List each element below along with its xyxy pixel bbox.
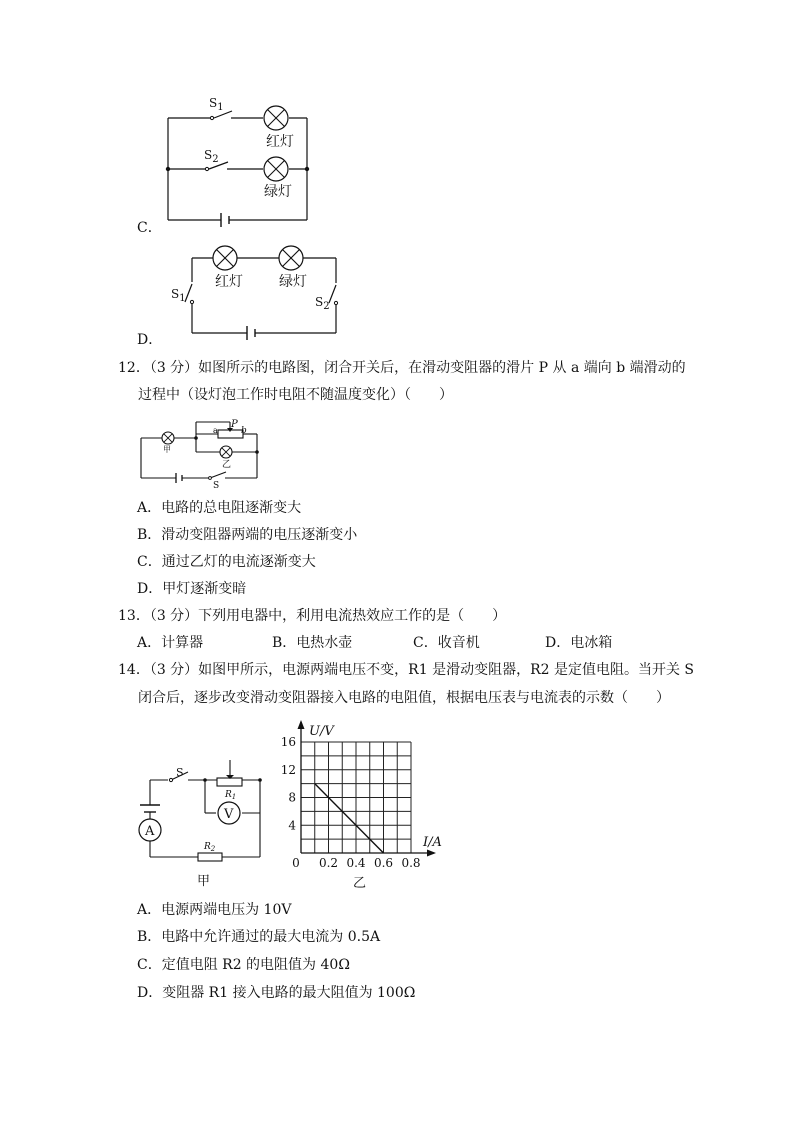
green-lamp-icon (264, 157, 288, 181)
green-lamp-icon (279, 246, 303, 270)
q12-option-d: D．甲灯逐渐变暗 (137, 581, 247, 597)
lamp-jia-icon (162, 432, 174, 444)
switch-s1-label: $S_1$ (171, 287, 186, 304)
ammeter-label: A (145, 824, 155, 839)
q13-option-b: B．电热水壶 (272, 635, 353, 651)
x-axis-arrow (427, 850, 436, 857)
x-tick-label: 0.2 (318, 856, 339, 870)
lamp-jia-label: 甲 (163, 445, 171, 454)
q12-option-a: A．电路的总电阻逐渐变大 (137, 500, 302, 516)
switch-s2-label: $S_2$ (204, 148, 219, 165)
option-c-label: C． (137, 220, 162, 236)
q14-circuit-jia (130, 760, 270, 895)
switch-s-label: S (213, 481, 220, 491)
x-tick-label: 0.8 (401, 856, 421, 870)
green-lamp-label: 绿灯 (264, 184, 292, 200)
r2-label: $R_2$ (204, 842, 216, 853)
q14-ui-graph (280, 718, 455, 893)
q14-stem-line2: 闭合后，逐步改变滑动变阻器接入电路的电阻值，根据电压表与电流表的示数（ ） (138, 690, 670, 706)
q14-option-c: C．定值电阻 R2 的电阻值为 40Ω (137, 957, 350, 973)
q12-option-b: B．滑动变阻器两端的电压逐渐变小 (137, 527, 358, 543)
voltmeter-label: V (224, 807, 234, 822)
q13-option-c: C．收音机 (413, 635, 480, 651)
red-lamp-icon (264, 106, 288, 130)
switch-s-label: S (176, 766, 184, 779)
q13-option-d: D．电冰箱 (545, 635, 613, 651)
y-tick-label: 16 (280, 735, 296, 749)
q12-option-c: C．通过乙灯的电流逐渐变大 (137, 554, 316, 570)
red-lamp-label: 红灯 (215, 274, 243, 290)
red-lamp-icon (213, 246, 237, 270)
q12-stem-line2: 过程中（设灯泡工作时电阻不随温度变化）（ ） (138, 387, 453, 403)
y-tick-label: 4 (288, 818, 296, 833)
q13-option-a: A．计算器 (137, 635, 204, 651)
series-line (315, 784, 384, 853)
r1-label: $R_1$ (225, 790, 237, 801)
q12-stem-line1: 12．（3 分）如图所示的电路图，闭合开关后，在滑动变阻器的滑片 P 从 a 端向 b 端滑动的 (118, 360, 686, 376)
end-b-label: b (241, 426, 247, 436)
option-d-label: D． (137, 332, 163, 348)
lamp-yi-label: 乙 (222, 460, 232, 470)
end-a-label: a (213, 426, 218, 435)
graph-caption: 乙 (353, 876, 367, 891)
y-axis-label: U/V (309, 724, 334, 739)
q14-option-b: B．电路中允许通过的最大电流为 0.5A (137, 929, 381, 945)
green-lamp-label: 绿灯 (279, 274, 307, 290)
y-tick-label: 12 (280, 762, 296, 777)
q12-circuit-diagram (130, 412, 270, 491)
lamp-yi-icon (220, 446, 232, 458)
q11-option-c-circuit (160, 95, 325, 230)
q14-stem-line1: 14．（3 分）如图甲所示，电源两端电压不变，R1 是滑动变阻器，R2 是定值电阻。当开关 S (118, 662, 695, 678)
q14-option-d: D．变阻器 R1 接入电路的最大阻值为 100Ω (137, 985, 416, 1001)
slider-p-label: P (231, 419, 238, 430)
x-tick-label: 0 (292, 856, 300, 870)
x-axis-label: I/A (423, 835, 442, 850)
y-axis-arrow (298, 720, 305, 729)
switch-s2-label: $S_2$ (315, 295, 330, 312)
circuit-caption: 甲 (197, 874, 211, 889)
q11-option-d-circuit (165, 240, 345, 340)
q14-option-a: A．电源两端电压为 10V (137, 902, 292, 918)
x-tick-label: 0.4 (346, 856, 366, 870)
red-lamp-label: 红灯 (266, 134, 294, 150)
q13-stem: 13．（3 分）下列用电器中，利用电流热效应工作的是（ ） (118, 608, 507, 624)
x-tick-label: 0.6 (373, 856, 394, 870)
switch-s1-label: $S_1$ (209, 96, 224, 113)
y-tick-label: 8 (288, 790, 296, 805)
